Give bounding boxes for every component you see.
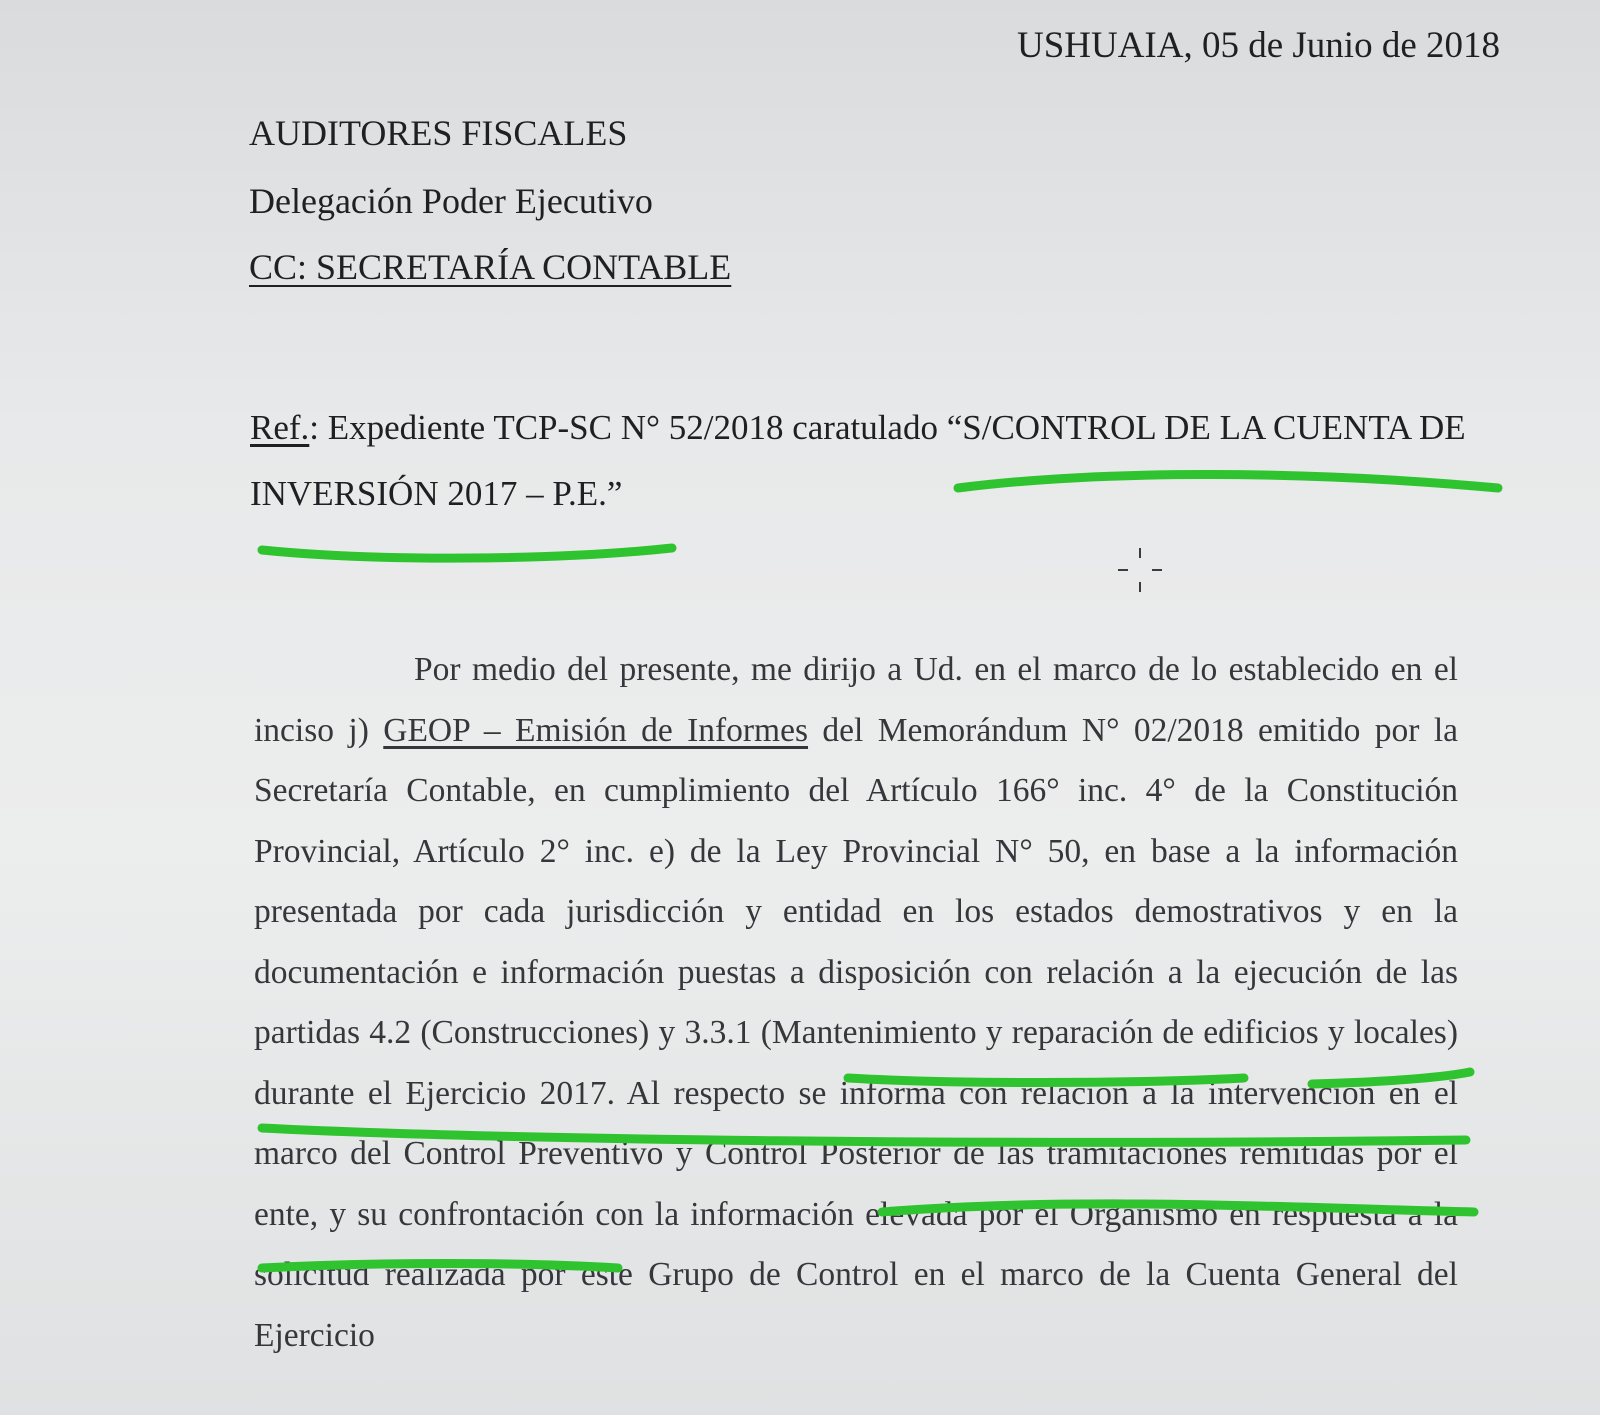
addressee-line-2: Delegación Poder Ejecutivo [249, 181, 653, 221]
highlight-stroke-ref-2 [262, 548, 672, 558]
crosshair-cursor-icon [1118, 548, 1162, 592]
addressee-line-1: AUDITORES FISCALES [249, 113, 628, 153]
reference-title: “S/CONTROL DE LA CUENTA DE INVERSIÓN 2017 – P.E.” [250, 408, 1466, 513]
date-line: USHUAIA, 05 de Junio de 2018 [1016, 25, 1500, 66]
body-text-2: del Memorándum N° 02/2018 emitido por la Secretaría Contable, en cumplimiento del Artículo 166° inc. 4° de la Constitución Provincial, Artículo 2° inc. e) de la Ley Provincial N° 50, en base a la información presentada por cada jurisdicción y entidad en los estados demostrativos y en la documentación e información puestas a disposición con relación a la ejecución de las partidas 4.2 (Construcciones) y 3.3.1 (Mantenimiento y reparación de edificios y locales) durante el Ejercicio 2017. Al respecto se informa con relación a la intervención en el marco del Control Preventivo y Control Posterior de las tramitaciones remitidas por el ente, y su confrontación con la información elevada por el Organismo en respuesta a la solicitud realizada por este Grupo de Control en el marco de la Cuenta General del Ejercicio [254, 711, 1458, 1354]
body-underlined-text: GEOP – Emisión de Informes [383, 711, 809, 749]
body-paragraph [254, 640, 1458, 1366]
reference-text: : Expediente TCP-SC N° 52/2018 caratulado [309, 408, 947, 447]
addressee-line-3: CC: SECRETARÍA CONTABLE [249, 247, 732, 287]
reference-block [250, 395, 1490, 527]
reference-label: Ref. [250, 408, 310, 447]
body-text-1: Por medio del presente, me dirijo a Ud. en el marco de lo establecido en el inciso j) [254, 651, 1458, 749]
